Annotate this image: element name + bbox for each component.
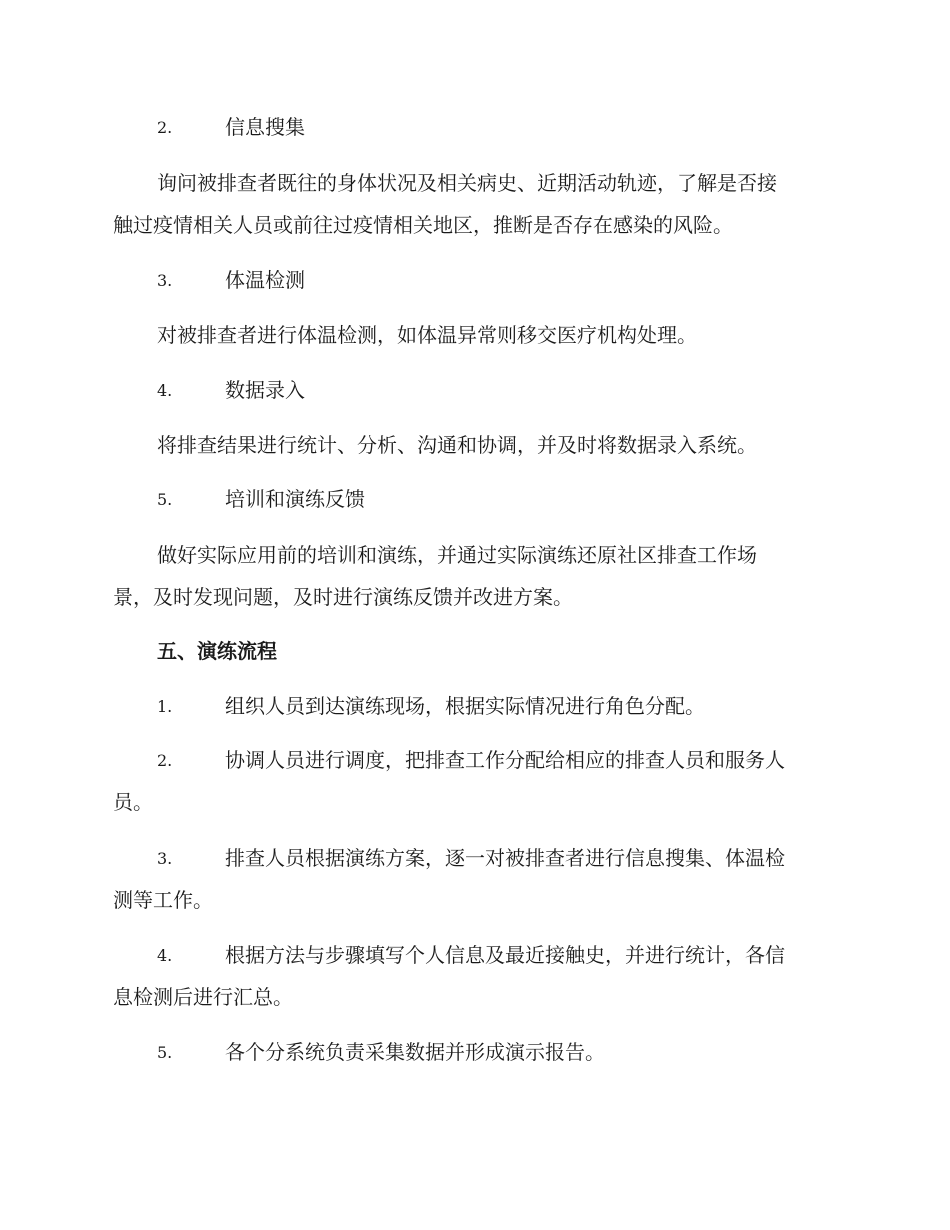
paragraph-line: 触过疫情相关人员或前往过疫情相关地区，推断是否存在感染的风险。 bbox=[113, 213, 733, 237]
list-item-number: 2. bbox=[157, 751, 173, 770]
list-item-text-cont: 测等工作。 bbox=[113, 888, 213, 912]
list-item-number: 5. bbox=[157, 1043, 173, 1062]
list-item-text: 组织人员到达演练现场，根据实际情况进行角色分配。 bbox=[225, 694, 705, 718]
list-item-text: 排查人员根据演练方案，逐一对被排查者进行信息搜集、体温检 bbox=[225, 846, 785, 870]
item-number: 2. bbox=[157, 118, 173, 137]
item-title: 数据录入 bbox=[225, 378, 305, 402]
item-title: 信息搜集 bbox=[225, 115, 305, 139]
item-title: 培训和演练反馈 bbox=[225, 487, 365, 511]
list-item-number: 4. bbox=[157, 946, 173, 965]
item-title: 体温检测 bbox=[225, 268, 305, 292]
item-number: 4. bbox=[157, 381, 173, 400]
list-item-text-cont: 息检测后进行汇总。 bbox=[113, 985, 293, 1009]
item-number: 3. bbox=[157, 271, 173, 290]
paragraph-line: 对被排查者进行体温检测，如体温异常则移交医疗机构处理。 bbox=[157, 323, 697, 347]
list-item-text: 协调人员进行调度，把排查工作分配给相应的排查人员和服务人 bbox=[225, 748, 785, 772]
list-item-number: 3. bbox=[157, 849, 173, 868]
paragraph-line: 将排查结果进行统计、分析、沟通和协调，并及时将数据录入系统。 bbox=[157, 433, 757, 457]
item-number: 5. bbox=[157, 490, 173, 509]
list-item-text-cont: 员。 bbox=[113, 790, 153, 814]
section-heading: 五、演练流程 bbox=[157, 639, 277, 663]
paragraph-line: 景，及时发现问题，及时进行演练反馈并改进方案。 bbox=[113, 585, 573, 609]
list-item-text: 根据方法与步骤填写个人信息及最近接触史，并进行统计，各信 bbox=[225, 943, 785, 967]
paragraph-line: 询问被排查者既往的身体状况及相关病史、近期活动轨迹，了解是否接 bbox=[157, 171, 777, 195]
list-item-number: 1. bbox=[157, 697, 173, 716]
list-item-text: 各个分系统负责采集数据并形成演示报告。 bbox=[225, 1040, 605, 1064]
paragraph-line: 做好实际应用前的培训和演练，并通过实际演练还原社区排查工作场 bbox=[157, 543, 757, 567]
